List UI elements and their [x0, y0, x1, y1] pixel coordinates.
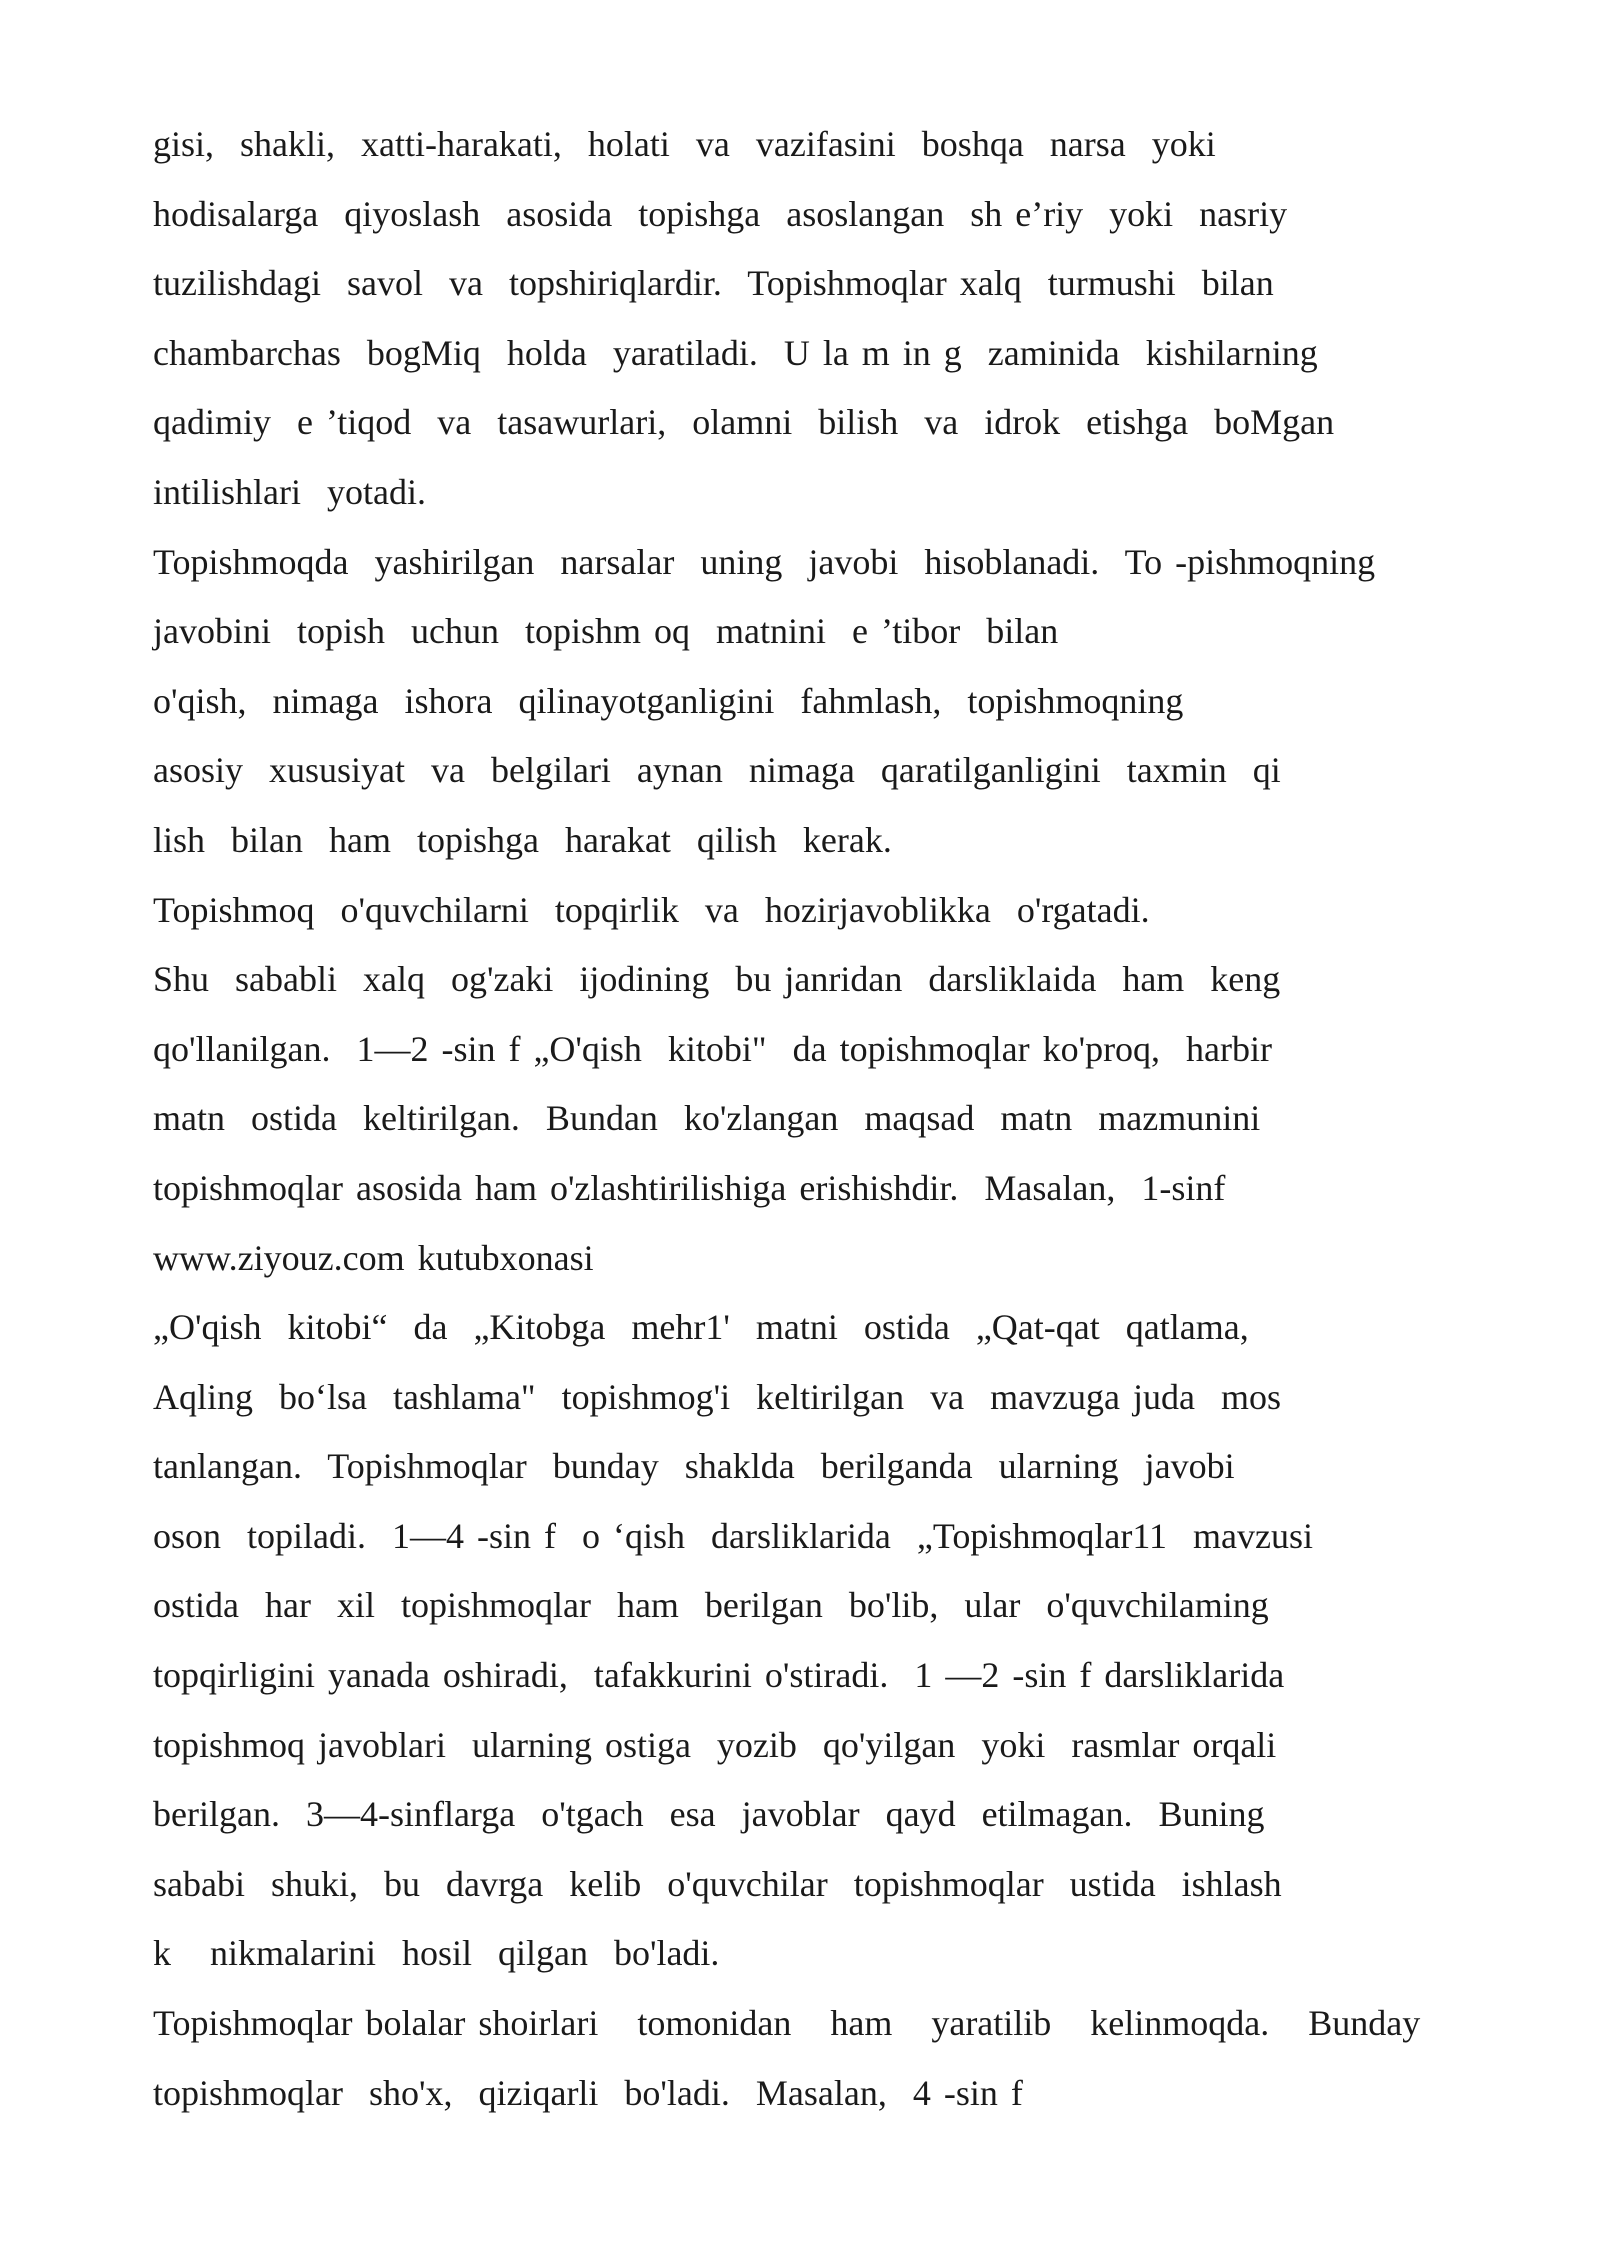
- text-line: asosiy xususiyat va belgilari aynan nimaga qaratilganligini taxmin qi: [153, 750, 1281, 791]
- text-line: berilgan. 3—4-sinflarga o'tgach esa javoblar qayd etilmagan. Buning: [153, 1794, 1265, 1835]
- text-line: qadimiy e ’tiqod va tasawurlari, olamni bilish va idrok etishga boMgan: [153, 402, 1335, 443]
- text-line: k nikmalarini hosil qilgan bo'ladi.: [153, 1933, 720, 1974]
- text-line: lish bilan ham topishga harakat qilish kerak.: [153, 819, 892, 860]
- body-text: [153, 110, 1513, 2128]
- text-line: tuzilishdagi savol va topshiriqlardir. Topishmoqlar xalq turmushi bilan: [153, 263, 1274, 304]
- text-line: Topishmoqda yashirilgan narsalar uning javobi hisoblanadi. To -pishmoqning: [153, 541, 1376, 582]
- text-line: tanlangan. Topishmoqlar bunday shaklda berilganda ularning javobi: [153, 1446, 1235, 1487]
- text-line: chambarchas bogMiq holda yaratiladi. U la m in g zaminida kishilarning: [153, 332, 1318, 373]
- text-line: Topishmoqlar bolalar shoirlari tomonidan ham yaratilib kelinmoqda. Bunday: [153, 2003, 1421, 2044]
- text-line: intilishlari yotadi.: [153, 471, 426, 512]
- text-line: „O'qish kitobi“ da „Kitobga mehr1' matni ostida „Qat-qat qatlama,: [153, 1307, 1249, 1348]
- text-line: qo'llanilgan. 1—2 -sin f „O'qish kitobi" da topishmoqlar ko'proq, harbir: [153, 1028, 1273, 1069]
- text-line: Topishmoq o'quvchilarni topqirlik va hozirjavoblikka o'rgatadi.: [153, 889, 1150, 930]
- text-line: Shu sababli xalq og'zaki ijodining bu janridan darsliklaida ham keng: [153, 959, 1281, 1000]
- text-line: topishmoqlar asosida ham o'zlashtirilishiga erishishdir. Masalan, 1-sinf: [153, 1167, 1226, 1208]
- text-line: gisi, shakli, xatti-harakati, holati va vazifasini boshqa narsa yoki: [153, 124, 1216, 164]
- text-line: topishmoqlar sho'x, qiziqarli bo'ladi. Masalan, 4 -sin f: [153, 2072, 1023, 2113]
- text-line: o'qish, nimaga ishora qilinayotganligini fahmlash, topishmoqning: [153, 680, 1184, 721]
- text-line: matn ostida keltirilgan. Bundan ko'zlangan maqsad matn mazmunini: [153, 1098, 1261, 1139]
- text-line: ostida har xil topishmoqlar ham berilgan bo'lib, ular o'quvchilaming: [153, 1585, 1269, 1626]
- text-line: oson topiladi. 1—4 -sin f o ‘qish darsliklarida „Topishmoqlar11 mavzusi: [153, 1515, 1313, 1556]
- text-line: topishmoq javoblari ularning ostiga yozib qo'yilgan yoki rasmlar orqali: [153, 1724, 1277, 1765]
- text-line: javobini topish uchun topishm oq matnini e ’tibor bilan: [153, 611, 1059, 652]
- text-line: Aqling bo‘lsa tashlama" topishmog'i keltirilgan va mavzuga juda mos: [153, 1376, 1281, 1417]
- text-line: sababi shuki, bu davrga kelib o'quvchilar topishmoqlar ustida ishlash: [153, 1863, 1282, 1904]
- text-line: hodisalarga qiyoslash asosida topishga asoslangan sh e’riy yoki nasriy: [153, 193, 1288, 234]
- source-line: www.ziyouz.com kutubxonasi: [153, 1237, 594, 1278]
- text-line: topqirligini yanada oshiradi, tafakkurini o'stiradi. 1 —2 -sin f darsliklarida: [153, 1655, 1285, 1696]
